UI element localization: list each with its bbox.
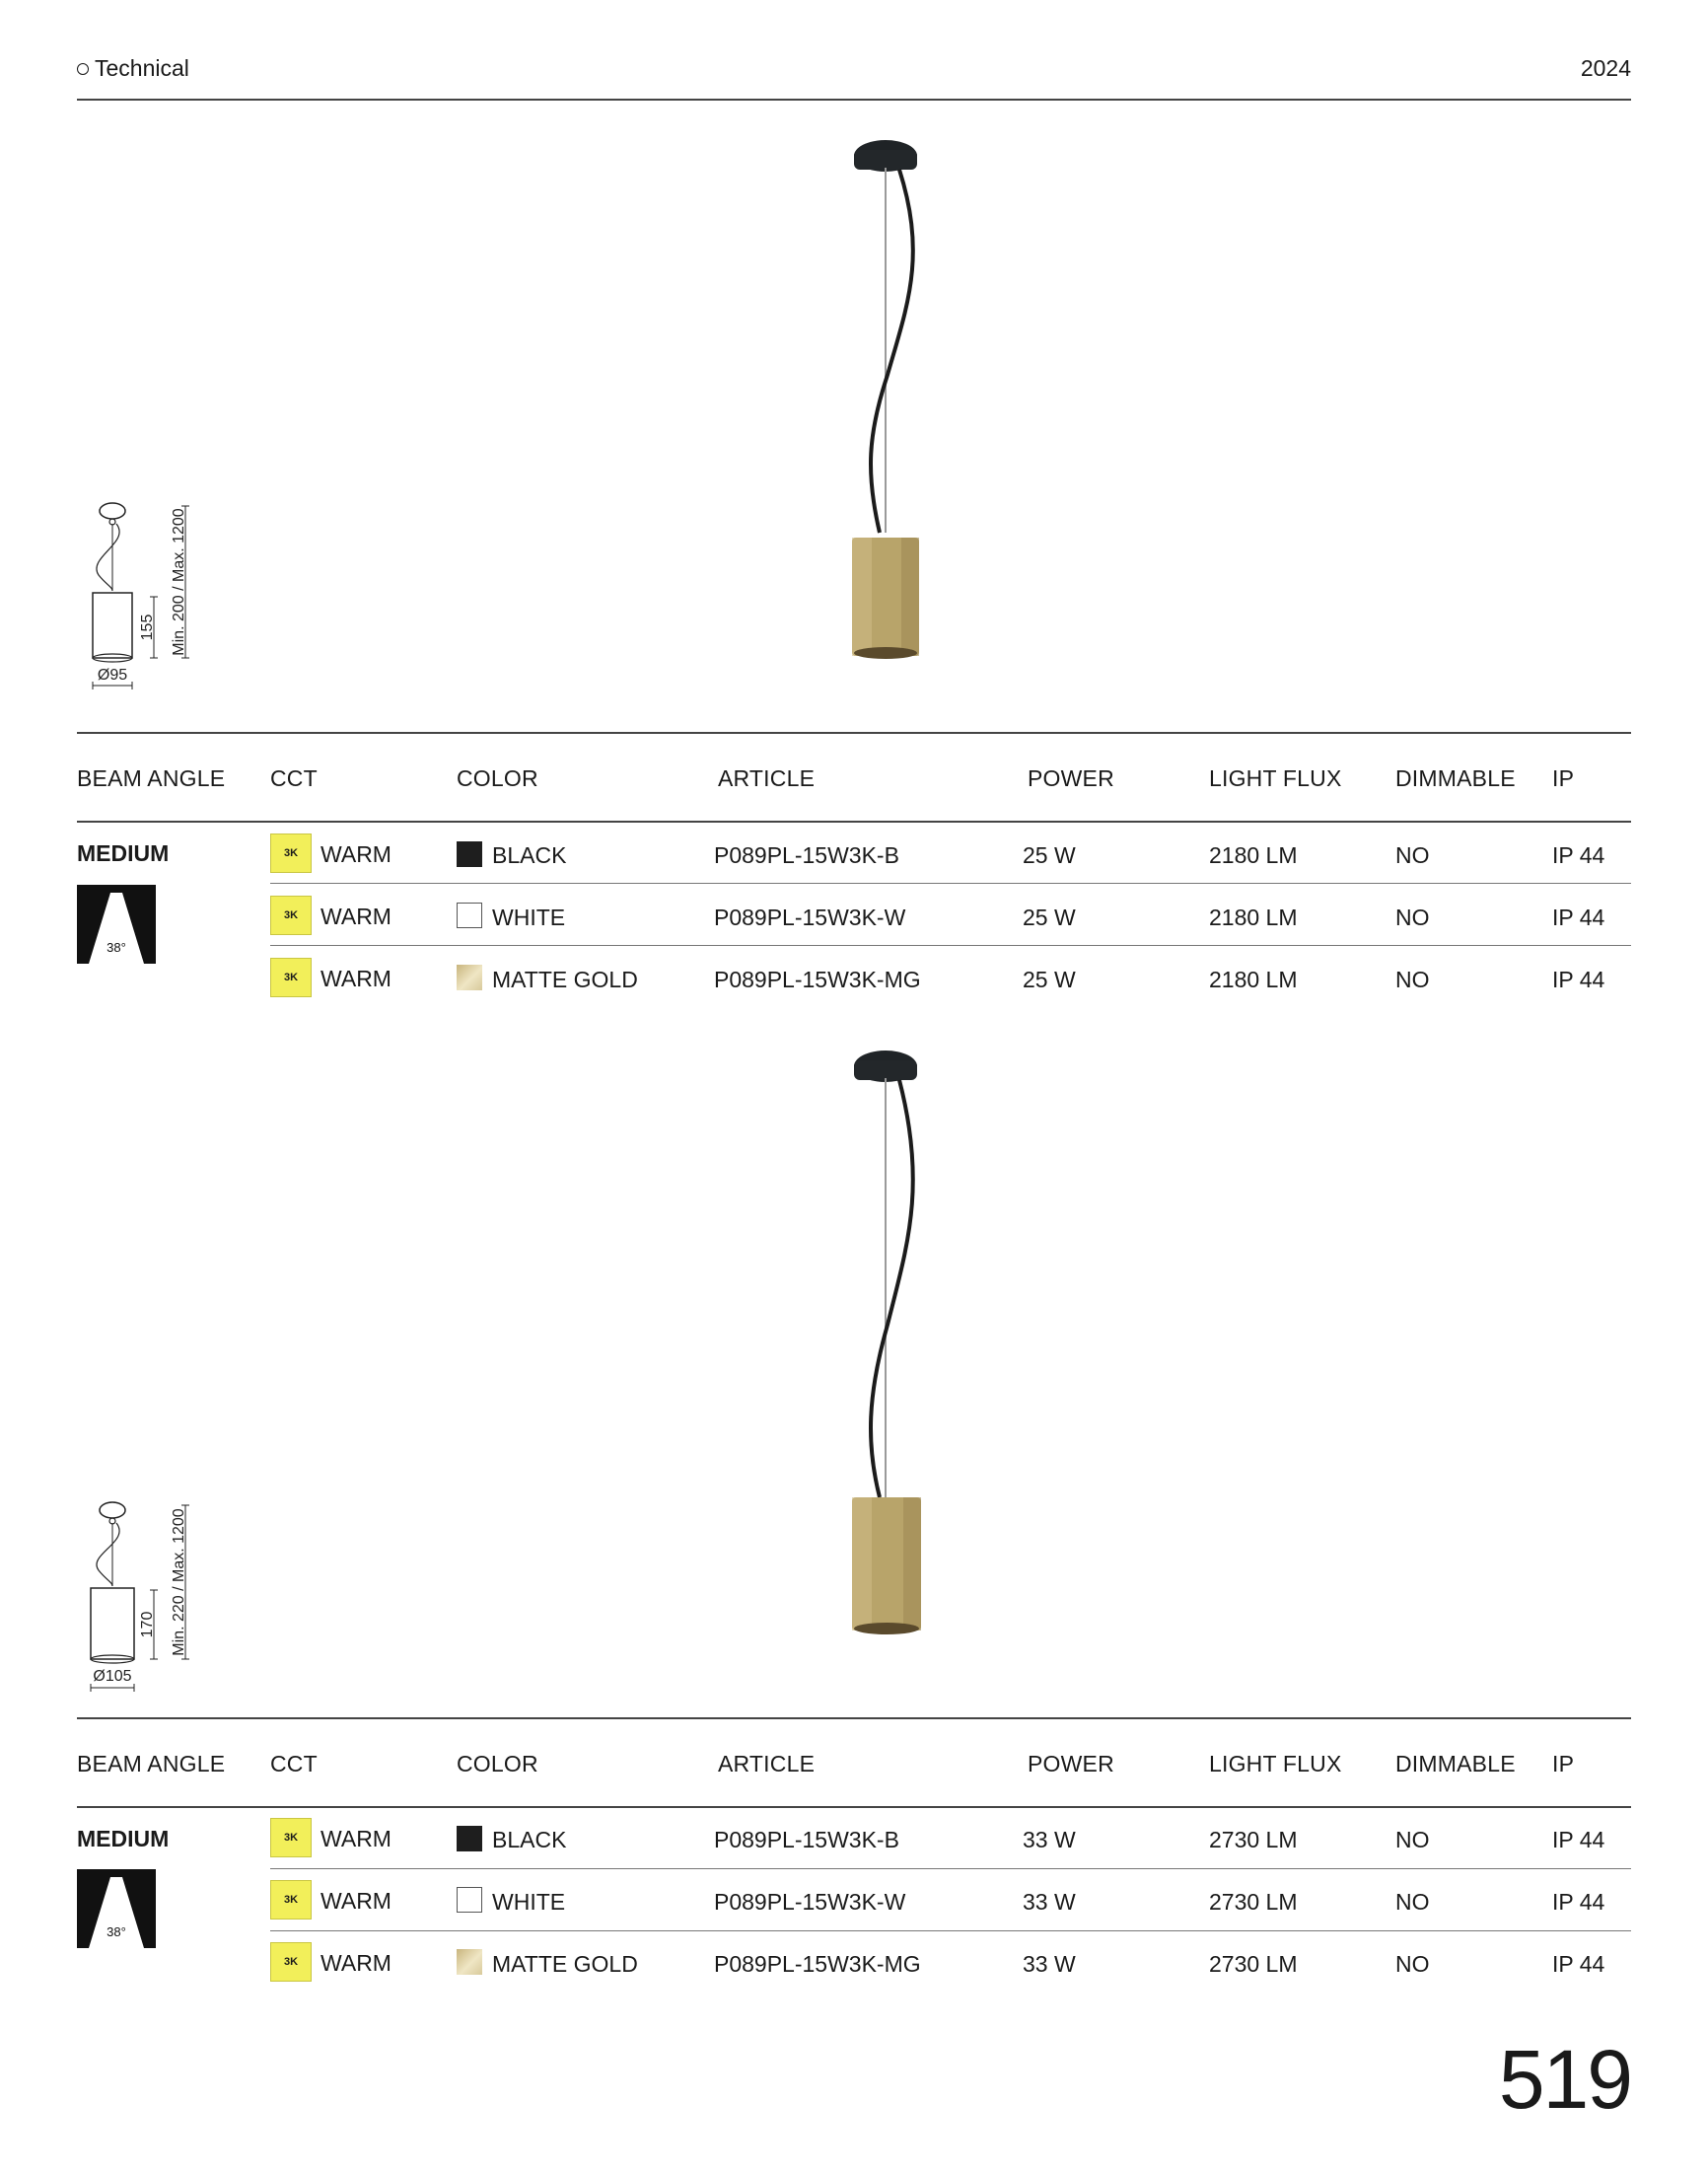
header-row-divider-2 [77, 1806, 1631, 1808]
col-beam-angle: BEAM ANGLE [77, 1751, 226, 1776]
flux-value: 2730 LM [1209, 1827, 1298, 1852]
power-value: 33 W [1023, 1827, 1076, 1852]
col-beam-angle: BEAM ANGLE [77, 765, 226, 791]
col-dimmable: DIMMABLE [1395, 765, 1516, 791]
table-top-divider-2 [77, 1717, 1631, 1719]
color-value: WHITE [492, 905, 566, 930]
header-row-divider-1 [77, 821, 1631, 823]
flux-value: 2730 LM [1209, 1951, 1298, 1977]
cct-value: WARM [320, 1826, 391, 1851]
circle-icon [77, 63, 89, 75]
section-label [77, 55, 189, 82]
article-value: P089PL-15W3K-W [714, 905, 906, 930]
cct-badge: 3K [270, 1880, 312, 1920]
beam-angle-value: 38° [107, 940, 126, 955]
col-power: POWER [1028, 765, 1114, 791]
dimmable-value: NO [1395, 1889, 1430, 1915]
col-ip: IP [1552, 765, 1575, 791]
drawing-height: 170 [139, 1611, 156, 1638]
power-value: 33 W [1023, 1889, 1076, 1915]
col-ip: IP [1552, 1751, 1575, 1776]
power-value: 25 W [1023, 905, 1076, 930]
power-value: 33 W [1023, 1951, 1076, 1977]
color-value: MATTE GOLD [492, 967, 638, 992]
product-photo-1 [818, 138, 957, 671]
color-value: MATTE GOLD [492, 1951, 638, 1977]
color-swatch-gold [457, 1949, 482, 1975]
cct-badge: 3K [270, 1818, 312, 1857]
flux-value: 2180 LM [1209, 842, 1298, 868]
cct-badge: 3K [270, 1942, 312, 1982]
article-value: P089PL-15W3K-W [714, 1889, 906, 1915]
cct-value: WARM [320, 1950, 391, 1976]
cct-badge: 3K [270, 896, 312, 935]
cct-value: WARM [320, 841, 391, 867]
drawing-suspension: Min. 200 / Max. 1200 [171, 508, 187, 656]
color-swatch-black [457, 1826, 482, 1851]
cct-badge: 3K [270, 833, 312, 873]
beam-angle-value: 38° [107, 1924, 126, 1939]
row-divider [270, 945, 1631, 946]
product-photo-2 [818, 1049, 957, 1640]
power-value: 25 W [1023, 967, 1076, 992]
drawing-suspension: Min. 220 / Max. 1200 [171, 1508, 187, 1656]
ip-value: IP 44 [1552, 967, 1605, 992]
ip-value: IP 44 [1552, 842, 1605, 868]
flux-value: 2180 LM [1209, 967, 1298, 992]
article-value: P089PL-15W3K-MG [714, 967, 921, 992]
beam-angle-icon [77, 1869, 156, 1948]
dimmable-value: NO [1395, 967, 1430, 992]
cct-value: WARM [320, 904, 391, 929]
year-label: 2024 [1580, 55, 1631, 81]
dimmable-value: NO [1395, 842, 1430, 868]
dimmable-value: NO [1395, 1827, 1430, 1852]
col-cct: CCT [270, 765, 318, 791]
article-value: P089PL-15W3K-B [714, 1827, 899, 1852]
cct-value: WARM [320, 966, 391, 991]
color-swatch-gold [457, 965, 482, 990]
article-value: P089PL-15W3K-B [714, 842, 899, 868]
page-number: 519 [1498, 2033, 1631, 2126]
color-value: BLACK [492, 1827, 567, 1852]
ip-value: IP 44 [1552, 1951, 1605, 1977]
flux-value: 2180 LM [1209, 905, 1298, 930]
flux-value: 2730 LM [1209, 1889, 1298, 1915]
col-color: COLOR [457, 1751, 538, 1776]
cct-value: WARM [320, 1888, 391, 1914]
drawing-diameter: Ø105 [93, 1668, 132, 1685]
col-article: ARTICLE [718, 765, 816, 791]
power-value: 25 W [1023, 842, 1076, 868]
drawing-height: 155 [139, 614, 156, 641]
dimmable-value: NO [1395, 905, 1430, 930]
col-light-flux: LIGHT FLUX [1209, 1751, 1342, 1776]
technical-drawing-1 [77, 498, 215, 690]
technical-drawing-2 [77, 1497, 215, 1695]
beam-label: MEDIUM [77, 1826, 170, 1851]
color-swatch-white [457, 1887, 482, 1913]
col-article: ARTICLE [718, 1751, 816, 1776]
header-divider [77, 99, 1631, 101]
beam-label: MEDIUM [77, 840, 170, 866]
ip-value: IP 44 [1552, 1889, 1605, 1915]
color-swatch-black [457, 841, 482, 867]
dimmable-value: NO [1395, 1951, 1430, 1977]
row-divider [270, 1868, 1631, 1869]
color-value: BLACK [492, 842, 567, 868]
col-power: POWER [1028, 1751, 1114, 1776]
col-dimmable: DIMMABLE [1395, 1751, 1516, 1776]
beam-angle-icon [77, 885, 156, 964]
ip-value: IP 44 [1552, 1827, 1605, 1852]
color-swatch-white [457, 903, 482, 928]
cct-badge: 3K [270, 958, 312, 997]
col-color: COLOR [457, 765, 538, 791]
row-divider [270, 1930, 1631, 1931]
row-divider [270, 883, 1631, 884]
col-light-flux: LIGHT FLUX [1209, 765, 1342, 791]
section-label-text: Technical [95, 55, 189, 81]
ip-value: IP 44 [1552, 905, 1605, 930]
article-value: P089PL-15W3K-MG [714, 1951, 921, 1977]
color-value: WHITE [492, 1889, 566, 1915]
col-cct: CCT [270, 1751, 318, 1776]
table-top-divider-1 [77, 732, 1631, 734]
drawing-diameter: Ø95 [97, 667, 128, 684]
